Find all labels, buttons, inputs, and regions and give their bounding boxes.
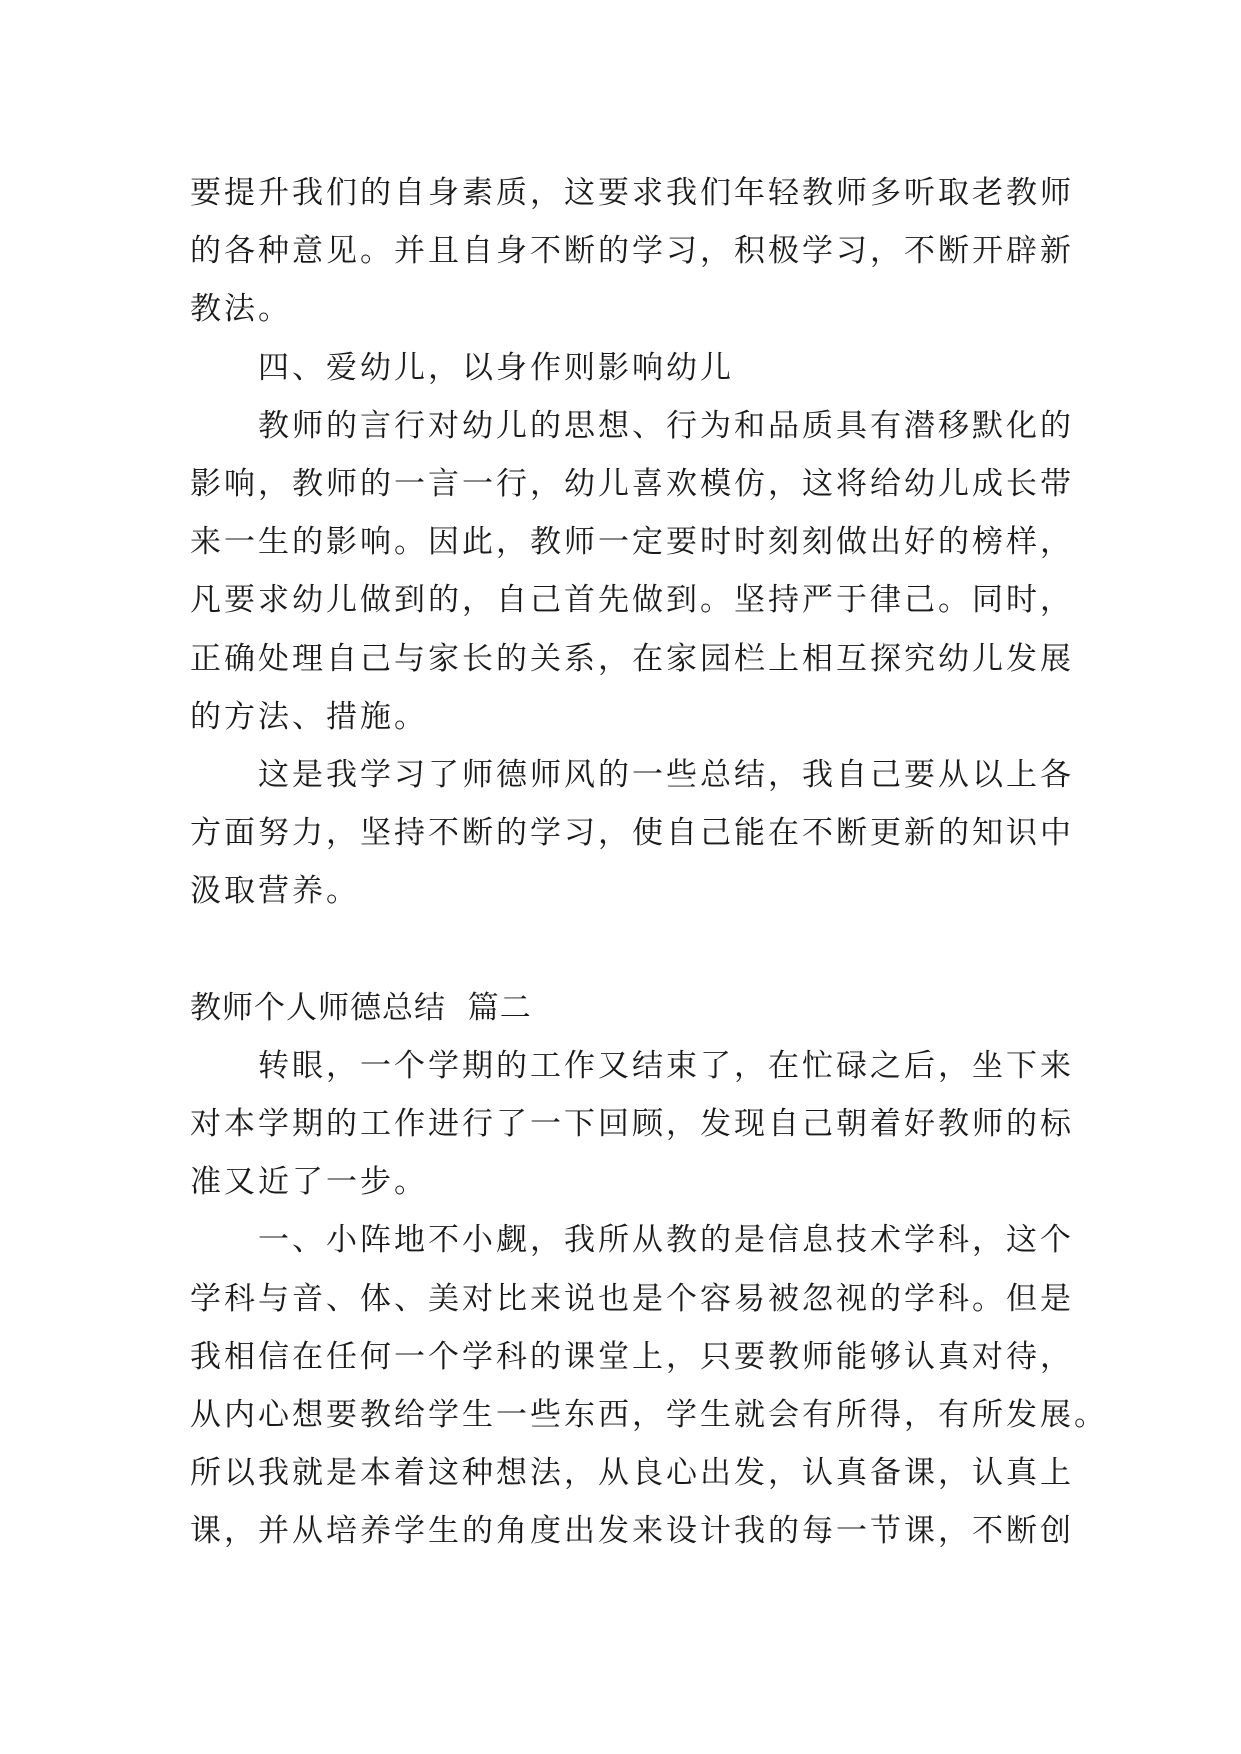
heading-four (190, 339, 1050, 397)
text-line: 教法。 (190, 291, 292, 328)
paragraph-4 (190, 746, 1074, 921)
paragraph-6 (190, 1211, 1108, 1560)
text-line: 的各种意见。并且自身不断的学习，积极学习，不断开辟新 (190, 233, 1074, 270)
text-line: 的方法、措施。 (190, 698, 428, 735)
text-line: 来一生的影响。因此，教师一定要时时刻刻做出好的榜样， (190, 524, 1074, 561)
document-body (190, 164, 1108, 1561)
text-line: 四、爱幼儿，以身作则影响幼儿 (258, 349, 734, 386)
text-line: 从内心想要教给学生一些东西，学生就会有所得，有所发展。 (190, 1397, 1108, 1434)
text-line: 这是我学习了师德师风的一些总结，我自己要从以上各 (258, 757, 1074, 794)
section-title (190, 979, 1050, 1037)
paragraph-3 (190, 397, 1074, 746)
text-line: 转眼，一个学期的工作又结束了，在忙碌之后，坐下来 (258, 1047, 1074, 1084)
paragraph-5 (190, 1037, 1074, 1212)
text-line: 要提升我们的自身素质，这要求我们年轻教师多听取老教师 (190, 175, 1074, 211)
text-line: 我相信在任何一个学科的课堂上，只要教师能够认真对待， (190, 1338, 1074, 1375)
section-title-text: 教师个人师德总结 篇二 (190, 989, 532, 1026)
text-line: 一、小阵地不小觑，我所从教的是信息技术学科，这个 (258, 1222, 1074, 1259)
paragraph-1 (190, 164, 1074, 339)
text-line: 学科与音、体、美对比来说也是个容易被忽视的学科。但是 (190, 1280, 1074, 1317)
text-line: 所以我就是本着这种想法，从良心出发，认真备课，认真上 (190, 1455, 1074, 1492)
text-line: 汲取营养。 (190, 873, 360, 910)
text-line: 方面努力，坚持不断的学习，使自己能在不断更新的知识中 (190, 815, 1074, 852)
text-line: 凡要求幼儿做到的，自己首先做到。坚持严于律己。同时， (190, 582, 1074, 619)
text-line: 对本学期的工作进行了一下回顾，发现自己朝着好教师的标 (190, 1106, 1074, 1143)
text-line: 影响，教师的一言一行，幼儿喜欢模仿，这将给幼儿成长带 (190, 466, 1074, 503)
text-line: 教师的言行对幼儿的思想、行为和品质具有潜移默化的 (258, 407, 1074, 444)
text-line: 课，并从培养学生的角度出发来设计我的每一节课，不断创 (190, 1513, 1074, 1550)
text-line: 正确处理自己与家长的关系，在家园栏上相互探究幼儿发展 (190, 640, 1074, 677)
text-line: 准又近了一步。 (190, 1164, 428, 1201)
